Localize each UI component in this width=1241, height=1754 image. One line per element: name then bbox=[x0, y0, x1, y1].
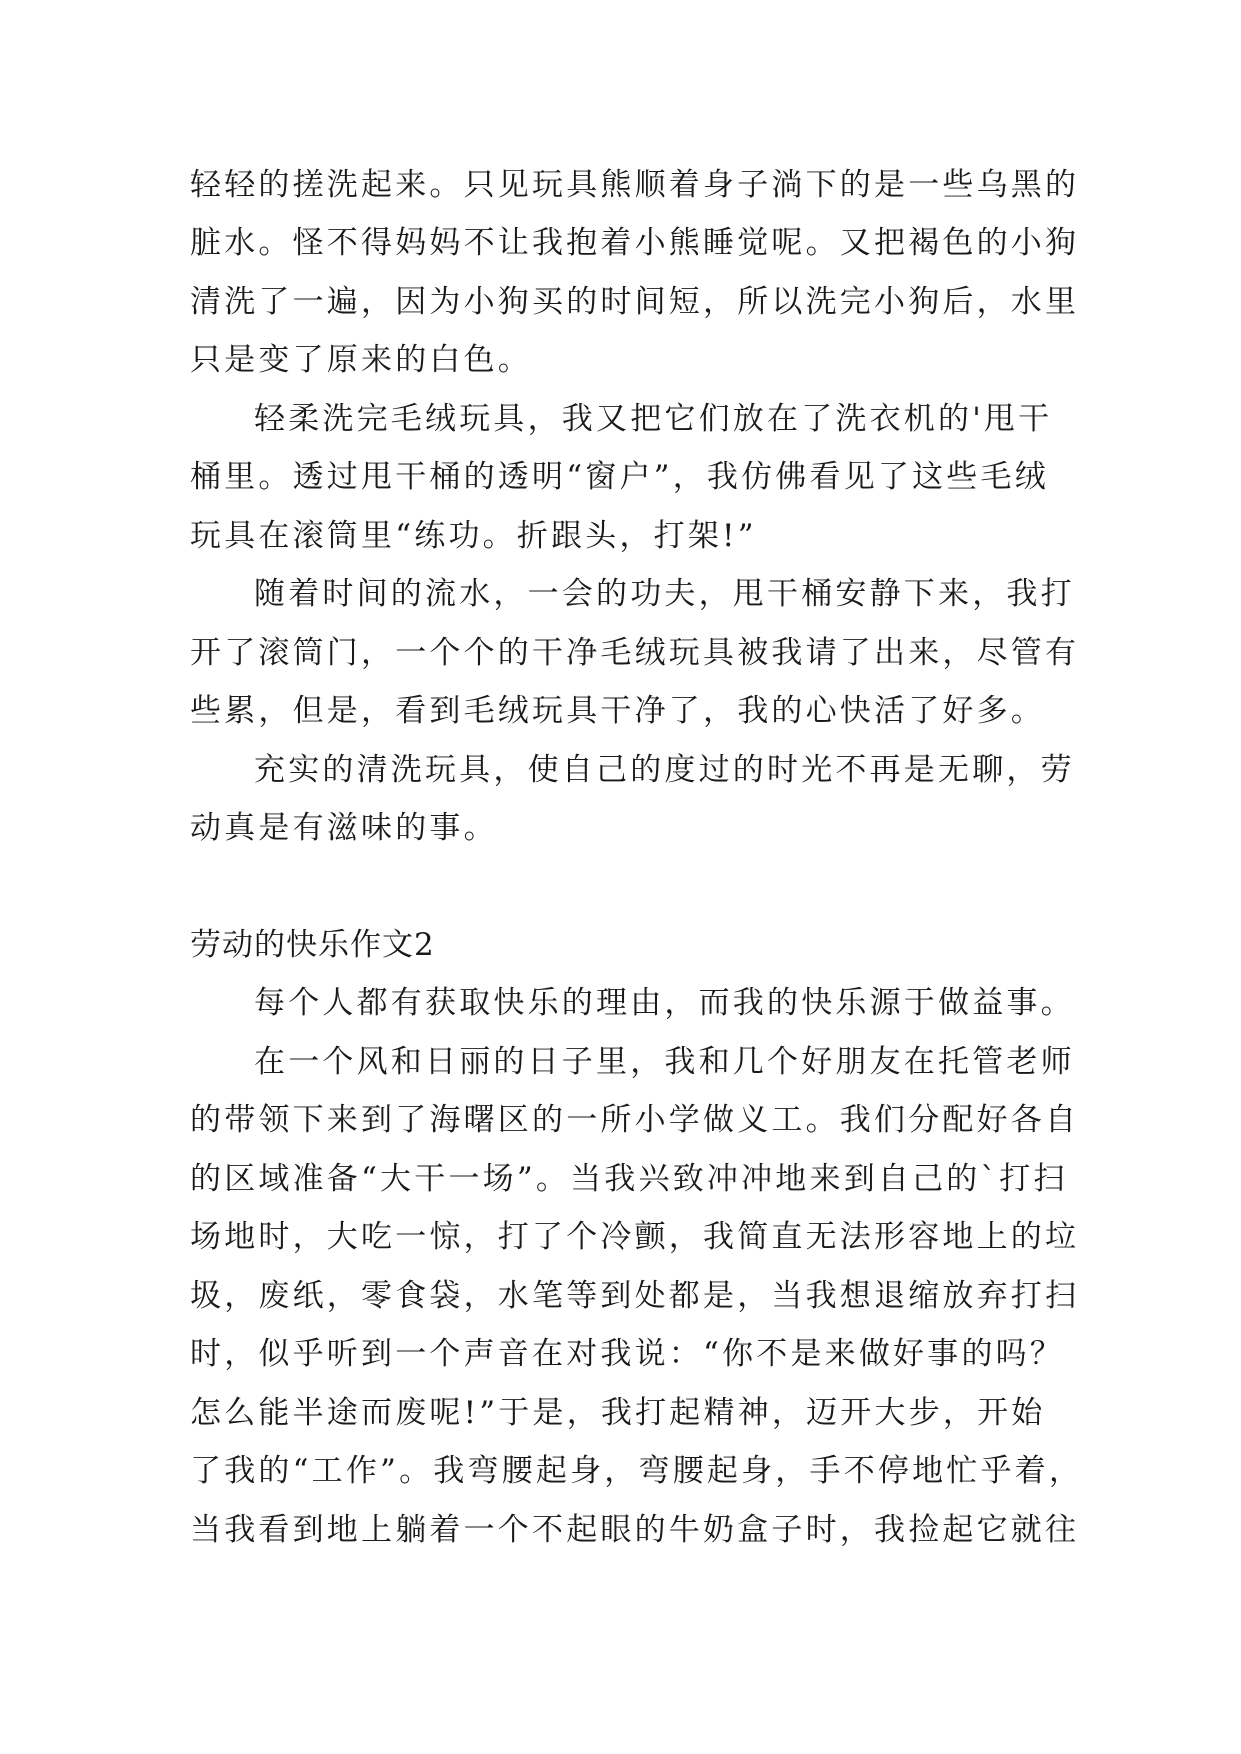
paragraph-line: 轻柔洗完毛绒玩具，我又把它们放在了洗衣机的'甩干 bbox=[254, 401, 1053, 437]
paragraph-line: 时，似乎听到一个声音在对我说：“你不是来做好事的吗？ bbox=[190, 1336, 1065, 1372]
paragraph-line: 玩具在滚筒里“练功。折跟头，打架!” bbox=[190, 518, 757, 554]
paragraph-line: 桶里。透过甩干桶的透明“窗户”，我仿佛看见了这些毛绒 bbox=[190, 459, 1049, 495]
paragraph-line: 充实的清洗玩具，使自己的度过的时光不再是无聊，劳 bbox=[254, 752, 1075, 788]
paragraph-line: 场地时，大吃一惊，打了个冷颤，我简直无法形容地上的垃 bbox=[190, 1219, 1080, 1255]
paragraph-line: 清洗了一遍，因为小狗买的时间短，所以洗完小狗后，水里 bbox=[190, 284, 1080, 320]
paragraph-line: 轻轻的搓洗起来。只见玩具熊顺着身子淌下的是一些乌黑的 bbox=[190, 167, 1080, 203]
paragraph-line: 圾，废纸，零食袋，水笔等到处都是，当我想退缩放弃打扫 bbox=[190, 1278, 1080, 1314]
paragraph-line: 了我的“工作”。我弯腰起身，弯腰起身，手不停地忙乎着， bbox=[190, 1453, 1084, 1489]
paragraph-line: 动真是有滋味的事。 bbox=[190, 810, 498, 846]
paragraph-line: 每个人都有获取快乐的理由，而我的快乐源于做益事。 bbox=[254, 985, 1075, 1021]
paragraph-line: 脏水。怪不得妈妈不让我抱着小熊睡觉呢。又把褐色的小狗 bbox=[190, 225, 1080, 261]
paragraph-line: 些累，但是，看到毛绒玩具干净了，我的心快活了好多。 bbox=[190, 693, 1045, 729]
paragraph-line: 只是变了原来的白色。 bbox=[190, 342, 532, 378]
paragraph-line: 开了滚筒门，一个个的干净毛绒玩具被我请了出来，尽管有 bbox=[190, 635, 1080, 671]
paragraph-line: 当我看到地上躺着一个不起眼的牛奶盒子时，我捡起它就往 bbox=[190, 1512, 1080, 1548]
paragraph-line: 的带领下来到了海曙区的一所小学做义工。我们分配好各自 bbox=[190, 1102, 1080, 1138]
paragraph-line: 随着时间的流水，一会的功夫，甩干桶安静下来，我打 bbox=[254, 576, 1075, 612]
section-heading: 劳动的快乐作文2 bbox=[190, 927, 435, 963]
paragraph-line: 怎么能半途而废呢!”于是，我打起精神，迈开大步，开始 bbox=[190, 1395, 1046, 1431]
paragraph-line: 的区域准备“大干一场”。当我兴致冲冲地来到自己的`打扫 bbox=[190, 1161, 1068, 1197]
paragraph-line: 在一个风和日丽的日子里，我和几个好朋友在托管老师 bbox=[254, 1044, 1075, 1080]
